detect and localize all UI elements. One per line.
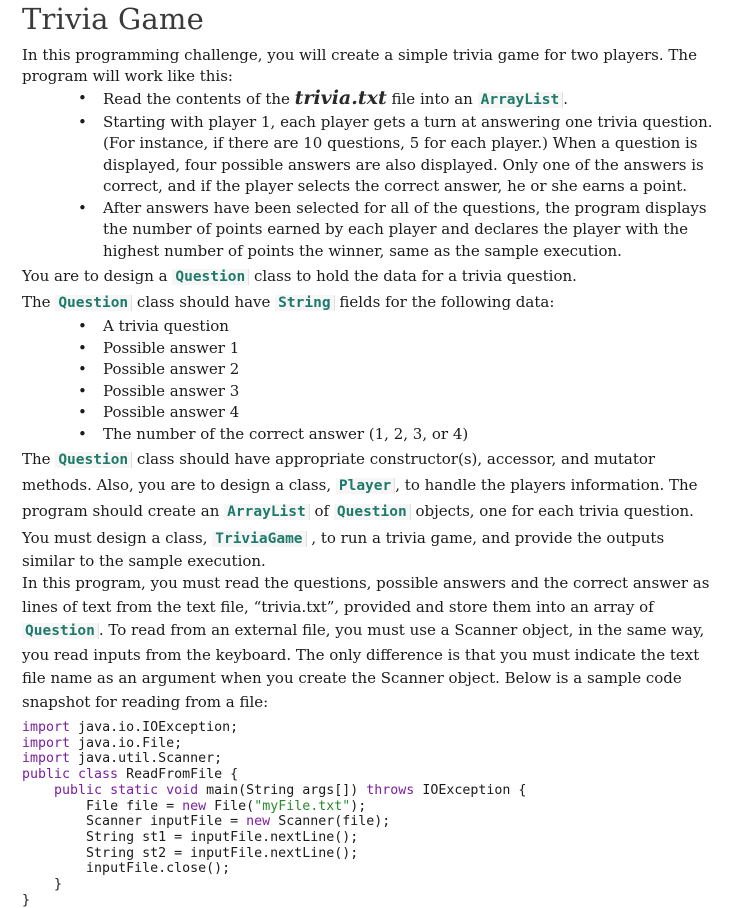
code-line: String st2 = inputFile.nextLine();	[86, 845, 359, 861]
code-term: Question	[22, 623, 99, 639]
code-line: File file = new File("myFile.txt");	[86, 798, 367, 814]
list-item: • Possible answer 1	[103, 338, 717, 360]
intro-paragraph: In this programming challenge, you will create a simple trivia game for two players. The program will work like this:	[22, 46, 697, 85]
code-line: inputFile.close();	[86, 861, 231, 877]
list-item: • Read the contents of the trivia.txt file into an ArrayList .	[103, 88, 717, 112]
code-line: public static void main(String args[]) throws IOException {	[54, 782, 527, 798]
fields-intro-paragraph: The Question class should have String fields for the following data:	[22, 293, 555, 311]
class-design-paragraph: The Question class should have appropriate constructor(s), accessor, and mutator methods. Also, you are to design a class, Player , to handle the players information. The program should create an ArrayList of Question objects, one for each trivia question.	[22, 450, 698, 520]
file-reading-paragraph: In this program, you must read the questions, possible answers and the correct answer as lines of text from the text file, “trivia.txt”, provided and store them into an array of Question . To read from an external file, you must use a Scanner object, in the same way, you read inputs from the keyboard. The only difference is that you must indicate the text file name as an argument when you create the Scanner object. Below is a sample code snapshot for reading from a file:	[22, 574, 710, 711]
code-term: ArrayList	[478, 92, 564, 108]
code-line: }	[22, 892, 31, 908]
list-item: • After answers have been selected for all of the questions, the program displays the number of points earned by each player and declares the player with the highest number of points the winner, same as the sample execution.	[103, 198, 717, 263]
code-line: import java.io.IOException;	[22, 720, 239, 735]
fields-list	[22, 316, 717, 445]
code-term: Player	[336, 478, 395, 494]
code-term: String	[275, 295, 334, 311]
game-steps-list	[22, 88, 717, 262]
code-term: ArrayList	[224, 504, 310, 520]
code-line: import java.util.Scanner;	[22, 751, 223, 767]
filename-text: trivia.txt	[294, 87, 387, 109]
code-line: Scanner inputFile = new Scanner(file);	[86, 814, 391, 830]
code-term: Question	[55, 295, 132, 311]
code-term: Question	[334, 504, 411, 520]
list-item: • Possible answer 3	[103, 381, 717, 403]
list-item: • A trivia question	[103, 316, 717, 338]
list-item: • Starting with player 1, each player gets a turn at answering one trivia question. (For instance, if there are 10 questions, 5 for each player.) When a question is displayed, four possible answers are also displayed. Only one of the answers is correct, and if the player selects the correct answer, he or she earns a point.	[103, 112, 717, 198]
code-line: }	[54, 877, 63, 893]
list-item: • The number of the correct answer (1, 2, 3, or 4)	[103, 424, 717, 446]
trivia-game-paragraph: You must design a class, TriviaGame , to run a trivia game, and provide the outputs similar to the sample execution.	[22, 529, 665, 570]
code-line: public class ReadFromFile {	[22, 767, 239, 783]
code-term: TriviaGame	[212, 531, 306, 547]
code-line: import java.io.File;	[22, 735, 183, 751]
list-item: • Possible answer 4	[103, 402, 717, 424]
code-term: Question	[172, 269, 249, 285]
list-item: • Possible answer 2	[103, 359, 717, 381]
design-question-paragraph: You are to design a Question class to hold the data for a trivia question.	[22, 267, 577, 285]
code-line: String st1 = inputFile.nextLine();	[86, 829, 359, 845]
page-title: Trivia Game	[22, 2, 204, 36]
document-page	[0, 2, 731, 908]
code-term: Question	[55, 452, 132, 468]
code-sample	[22, 720, 717, 908]
